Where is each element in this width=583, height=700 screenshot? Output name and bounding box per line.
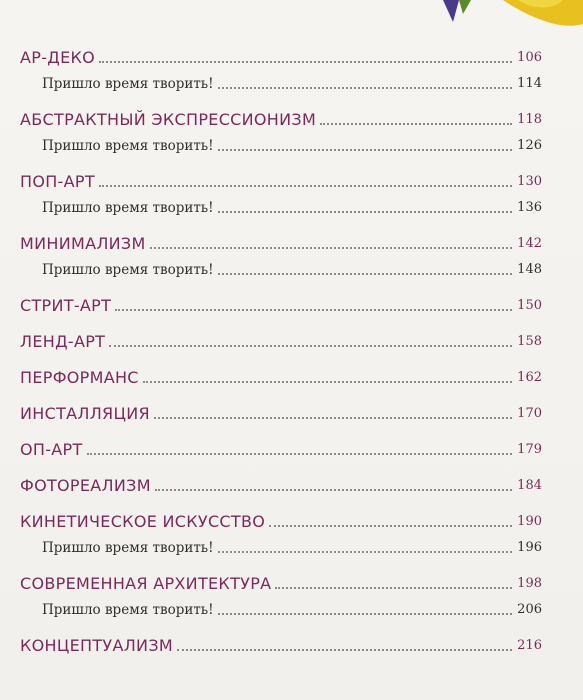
dotted-leader <box>87 452 512 455</box>
toc-spacer <box>20 424 542 434</box>
chapter-title: ЛЕНД-АРТ <box>20 332 106 351</box>
dotted-leader <box>218 612 512 615</box>
page-number: 136 <box>517 200 542 215</box>
toc-spacer <box>20 94 542 104</box>
page-number: 142 <box>517 236 542 251</box>
dotted-leader <box>218 86 512 89</box>
page-number: 206 <box>517 602 542 617</box>
toc-chapter-entry[interactable] <box>20 166 542 192</box>
chapter-title: СОВРЕМЕННАЯ АРХИТЕКТУРА <box>20 574 272 593</box>
toc-chapter-entry[interactable] <box>20 42 542 68</box>
chapter-title: ОП-АРТ <box>20 440 83 459</box>
subsection-title: Пришло время творить! <box>42 540 214 556</box>
page-number: 184 <box>517 478 542 493</box>
table-of-contents <box>20 42 542 656</box>
toc-subsection-entry[interactable] <box>20 68 542 94</box>
painted-leaf-illustration <box>423 0 583 40</box>
dotted-leader <box>109 344 512 347</box>
page-number: 150 <box>517 298 542 313</box>
page-number: 148 <box>517 262 542 277</box>
dotted-leader <box>177 648 512 651</box>
chapter-title: АР-ДЕКО <box>20 48 96 67</box>
page-number: 106 <box>517 50 542 65</box>
toc-spacer <box>20 156 542 166</box>
dotted-leader <box>150 246 512 249</box>
toc-spacer <box>20 558 542 568</box>
dotted-leader <box>218 550 512 553</box>
page-number: 158 <box>517 334 542 349</box>
toc-spacer <box>20 316 542 326</box>
toc-chapter-entry[interactable] <box>20 228 542 254</box>
page-number: 130 <box>517 174 542 189</box>
toc-subsection-entry[interactable] <box>20 192 542 218</box>
toc-chapter-entry[interactable] <box>20 326 542 352</box>
toc-chapter-entry[interactable] <box>20 362 542 388</box>
dotted-leader <box>99 184 512 187</box>
toc-spacer <box>20 460 542 470</box>
toc-chapter-entry[interactable] <box>20 434 542 460</box>
chapter-title: КОНЦЕПТУАЛИЗМ <box>20 636 173 655</box>
dotted-leader <box>269 524 512 527</box>
dotted-leader <box>115 308 512 311</box>
dotted-leader <box>320 122 512 125</box>
subsection-title: Пришло время творить! <box>42 262 214 278</box>
toc-subsection-entry[interactable] <box>20 532 542 558</box>
toc-chapter-entry[interactable] <box>20 104 542 130</box>
toc-chapter-entry[interactable] <box>20 630 542 656</box>
toc-subsection-entry[interactable] <box>20 130 542 156</box>
toc-subsection-entry[interactable] <box>20 594 542 620</box>
toc-chapter-entry[interactable] <box>20 568 542 594</box>
toc-spacer <box>20 388 542 398</box>
page-number: 126 <box>517 138 542 153</box>
page-number: 118 <box>517 112 542 127</box>
dotted-leader <box>154 416 512 419</box>
subsection-title: Пришло время творить! <box>42 602 214 618</box>
chapter-title: АБСТРАКТНЫЙ ЭКСПРЕССИОНИЗМ <box>20 110 317 129</box>
dotted-leader <box>143 380 512 383</box>
page-number: 114 <box>517 76 542 91</box>
toc-subsection-entry[interactable] <box>20 254 542 280</box>
subsection-title: Пришло время творить! <box>42 200 214 216</box>
toc-spacer <box>20 218 542 228</box>
dotted-leader <box>275 586 512 589</box>
toc-spacer <box>20 620 542 630</box>
chapter-title: МИНИМАЛИЗМ <box>20 234 146 253</box>
chapter-title: КИНЕТИЧЕСКОЕ ИСКУССТВО <box>20 512 266 531</box>
page-number: 216 <box>517 638 542 653</box>
page-number: 179 <box>517 442 542 457</box>
chapter-title: ИНСТАЛЛЯЦИЯ <box>20 404 150 423</box>
page-number: 170 <box>517 406 542 421</box>
dotted-leader <box>218 148 512 151</box>
dotted-leader <box>155 488 512 491</box>
chapter-title: СТРИТ-АРТ <box>20 296 112 315</box>
page-number: 198 <box>517 576 542 591</box>
page-number: 162 <box>517 370 542 385</box>
toc-spacer <box>20 496 542 506</box>
toc-spacer <box>20 352 542 362</box>
chapter-title: ПЕРФОРМАНС <box>20 368 139 387</box>
chapter-title: ПОП-АРТ <box>20 172 95 191</box>
subsection-title: Пришло время творить! <box>42 76 214 92</box>
dotted-leader <box>218 210 512 213</box>
toc-spacer <box>20 280 542 290</box>
page-number: 190 <box>517 514 542 529</box>
dotted-leader <box>218 272 512 275</box>
toc-chapter-entry[interactable] <box>20 470 542 496</box>
toc-chapter-entry[interactable] <box>20 506 542 532</box>
chapter-title: ФОТОРЕАЛИЗМ <box>20 476 151 495</box>
dotted-leader <box>99 60 512 63</box>
subsection-title: Пришло время творить! <box>42 138 214 154</box>
toc-chapter-entry[interactable] <box>20 290 542 316</box>
page-number: 196 <box>517 540 542 555</box>
toc-chapter-entry[interactable] <box>20 398 542 424</box>
